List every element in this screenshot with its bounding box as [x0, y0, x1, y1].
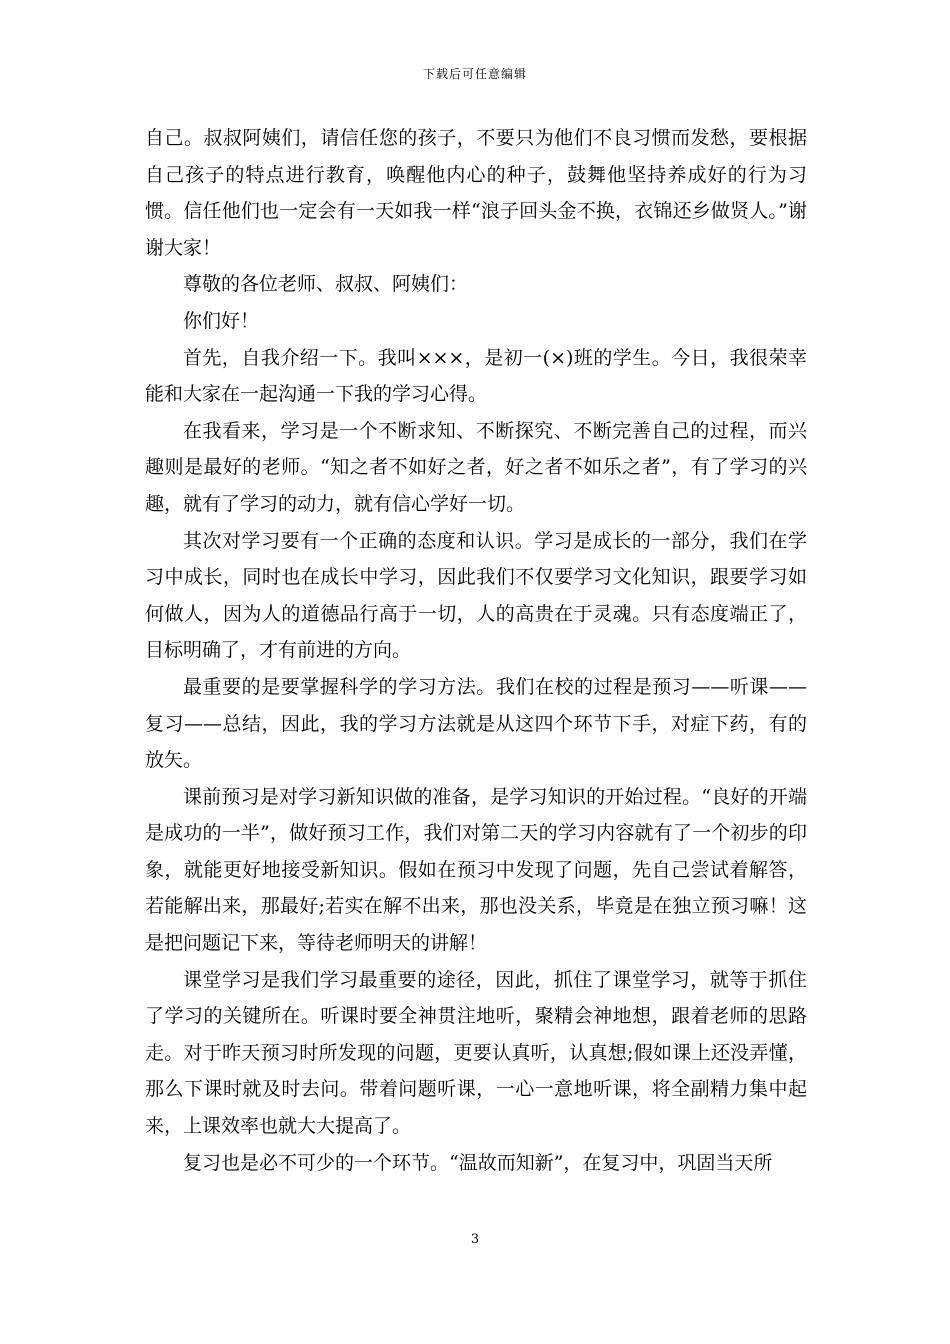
paragraph-attitude: 其次对学习要有一个正确的态度和认识。学习是成长的一部分，我们在学习中成长，同时也在成长中学习，因此我们不仅要学习文化知识，跟要学习如何做人，因为人的道德品行高于一切，人的高贵在于灵魂。只有态度端正了，目标明确了，才有前进的方向。 — [145, 529, 807, 662]
paragraph-review: 复习也是必不可少的一个环节。“温故而知新”，在复习中，巩固当天所 — [183, 1151, 773, 1174]
paragraph-classroom: 课堂学习是我们学习最重要的途径，因此，抓住了课堂学习，就等于抓住了学习的关键所在。听课时要全神贯注地听，聚精会神地想，跟着老师的思路走。对于昨天预习时所发现的问题，更要认真听，认真想;假如课上还没弄懂，那么下课时就及时去问。带着问题听课，一心一意地听课，将全副精力集中起来，上课效率也就大大提高了。 — [145, 968, 807, 1138]
paragraph-preview: 课前预习是对学习新知识做的准备，是学习知识的开始过程。“良好的开端是成功的一半”，做好预习工作，我们对第二天的学习内容就有了一个初步的印象，就能更好地接受新知识。假如在预习中发现了问题，先自己尝试着解答，若能解出来，那最好;若实在解不出来，那也没关系，毕竟是在独立预习嘛！这是把问题记下来，等待老师明天的讲解！ — [145, 785, 807, 955]
paragraph-interest: 在我看来，学习是一个不断求知、不断探究、不断完善自己的过程，而兴趣则是最好的老师。“知之者不如好之者，好之者不如乐之者”，有了学习的兴趣，就有了学习的动力，就有信心学好一切。 — [145, 419, 807, 515]
paragraph-greeting: 你们好！ — [183, 309, 260, 332]
paragraph-salutation: 尊敬的各位老师、叔叔、阿姨们： — [183, 273, 469, 296]
page-header: 下载后可任意编辑 — [422, 67, 527, 81]
page-number: 3 — [470, 1232, 480, 1247]
paragraph-introduction: 首先，自我介绍一下。我叫×××，是初一(×)班的学生。今日，我很荣幸能和大家在一起沟通一下我的学习心得。 — [145, 346, 807, 406]
paragraph-continuation: 自己。叔叔阿姨们，请信任您的孩子，不要只为他们不良习惯而发愁，要根据自己孩子的特点进行教育，唤醒他内心的种子，鼓舞他坚持养成好的行为习惯。信任他们也一定会有一天如我一样“浪子回头金不换，衣锦还乡做贤人。”谢谢大家！ — [145, 127, 807, 259]
paragraph-method: 最重要的是要掌握科学的学习方法。我们在校的过程是预习——听课——复习——总结，因此，我的学习方法就是从这四个环节下手，对症下药，有的放矢。 — [145, 675, 807, 772]
document-body — [145, 120, 807, 1181]
